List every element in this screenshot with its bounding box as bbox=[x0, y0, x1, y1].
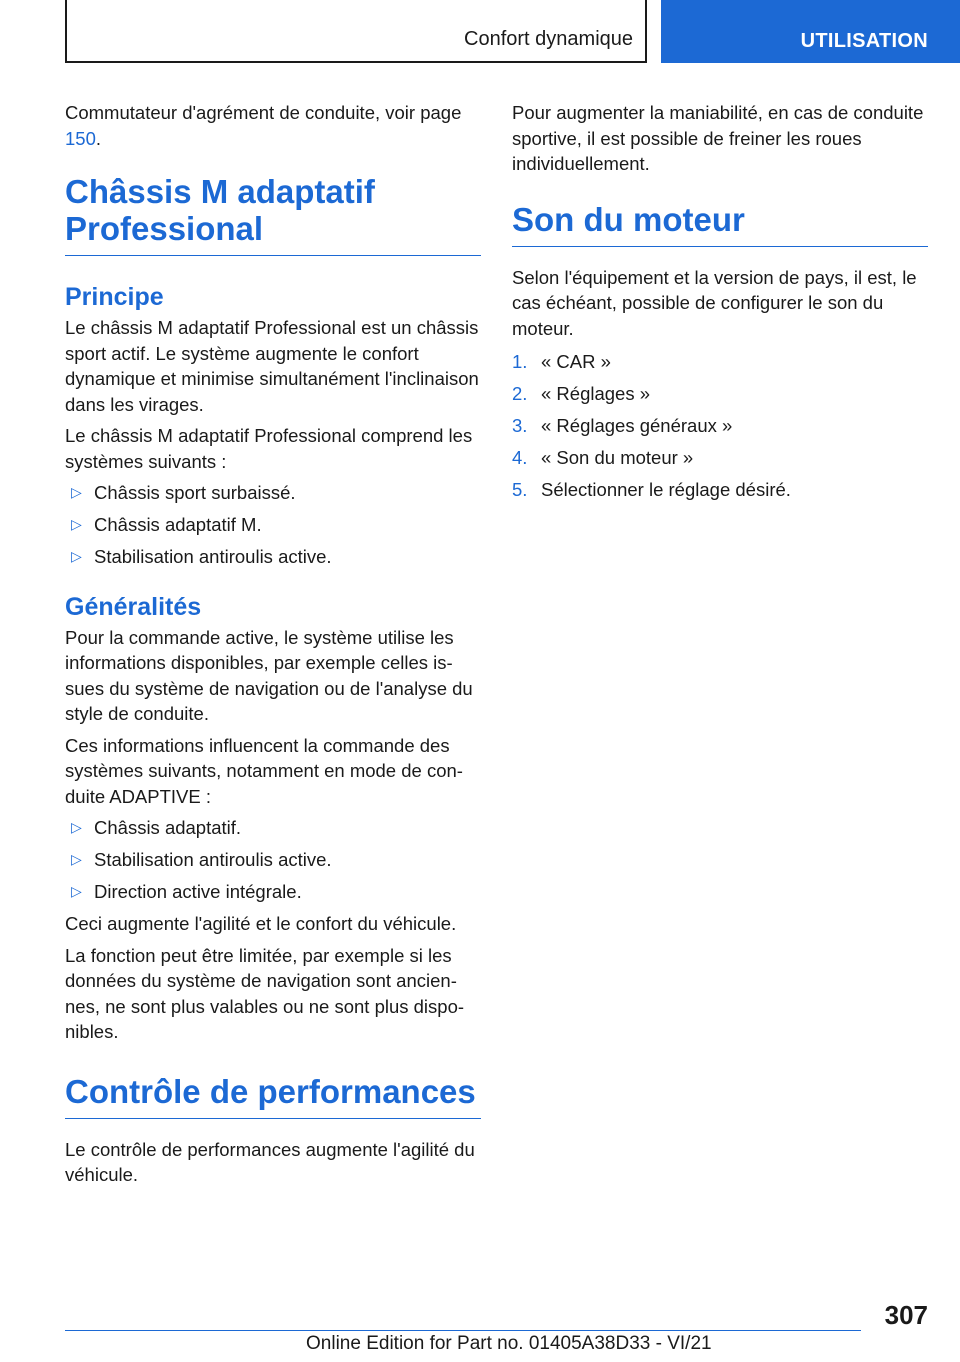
list-item: ▷ Stabilisation antiroulis active. bbox=[65, 847, 481, 873]
subsection-title-generalites: Généralités bbox=[65, 592, 202, 621]
step-item: 4. « Son du moteur » bbox=[512, 447, 694, 468]
page-reference-link[interactable]: 150 bbox=[65, 127, 96, 149]
list-item: ▷ Châssis sport surbaissé. bbox=[65, 480, 481, 506]
section-title-controle: Contrôle de performances bbox=[65, 1073, 481, 1119]
list-item: ▷ Châssis adaptatif. bbox=[65, 815, 481, 841]
step-item: 2. « Réglages » bbox=[512, 383, 651, 404]
triangle-bullet-icon: ▷ bbox=[71, 851, 82, 867]
triangle-bullet-icon: ▷ bbox=[71, 883, 82, 899]
section-title-chassis: Châssis M adaptatif Professional bbox=[65, 173, 481, 256]
header-chapter-title: UTILISATION bbox=[800, 30, 928, 52]
controle-paragraph-1: Le contrôle de performances augmente l'agilité du véhicule. bbox=[65, 1138, 475, 1185]
right-column bbox=[512, 100, 928, 509]
maniabilite-paragraph: Pour augmenter la maniabilité, en cas de conduite sportive, il est possible de freiner les roues individuellement. bbox=[512, 102, 924, 174]
list-item: ▷ Stabilisation antiroulis active. bbox=[65, 544, 481, 570]
intro-paragraph bbox=[65, 100, 481, 151]
son-steps-list bbox=[512, 349, 928, 503]
triangle-bullet-icon: ▷ bbox=[71, 516, 82, 532]
footer-edition: Online Edition for Part no. 01405A38D33 - VI/21 bbox=[306, 1333, 712, 1354]
triangle-bullet-icon: ▷ bbox=[71, 484, 82, 500]
generalites-paragraph-3: Ceci augmente l'agilité et le confort du véhicule. bbox=[65, 913, 457, 934]
section-title-son-moteur: Son du moteur bbox=[512, 201, 928, 247]
footer-divider bbox=[65, 1330, 861, 1331]
generalites-paragraph-2: Ces informations influencent la commande des systèmes suivants, notamment en mode de conduite ADAPTIVE : bbox=[65, 734, 463, 807]
step-item: 5. Sélectionner le réglage désiré. bbox=[512, 479, 791, 500]
principe-paragraph-1: Le châssis M adaptatif Professional est un châssis sport actif. Le système augmente le confort dynamique et minimise simultanément l'inclinaison dans les virages. bbox=[65, 317, 479, 415]
header-chapter-tab bbox=[661, 0, 960, 63]
triangle-bullet-icon: ▷ bbox=[71, 548, 82, 564]
intro-text: Commutateur d'agrément de conduite, voir page bbox=[65, 102, 462, 123]
subsection-title-principe: Principe bbox=[65, 283, 164, 311]
principe-paragraph-2: Le châssis M adaptatif Professional comprend les systèmes suivants : bbox=[65, 425, 473, 472]
page-number: 307 bbox=[884, 1300, 928, 1330]
step-item: 1. « CAR » bbox=[512, 351, 611, 372]
triangle-bullet-icon: ▷ bbox=[71, 819, 82, 835]
generalites-paragraph-1: Pour la commande active, le système utilise les informations disponibles, par exemple celles issues du système de navigation ou de l'analyse du style de conduite. bbox=[65, 626, 473, 724]
generalites-list bbox=[65, 815, 481, 905]
header-section-title: Confort dynamique bbox=[464, 28, 633, 50]
son-paragraph-1: Selon l'équipement et la version de pays, il est, le cas échéant, possible de configurer le son du moteur. bbox=[512, 266, 917, 339]
left-column bbox=[65, 100, 481, 1198]
list-item: ▷ Châssis adaptatif M. bbox=[65, 512, 481, 538]
header-section-box bbox=[65, 0, 647, 63]
list-item: ▷ Direction active intégrale. bbox=[65, 879, 481, 905]
intro-end: . bbox=[95, 127, 102, 149]
generalites-paragraph-4: La fonction peut être limitée, par exemple si les données du système de navigation sont anciennes, ne sont plus valables ou ne sont plus disponibles. bbox=[65, 944, 465, 1042]
step-item: 3. « Réglages généraux » bbox=[512, 415, 733, 436]
principe-list bbox=[65, 480, 481, 570]
